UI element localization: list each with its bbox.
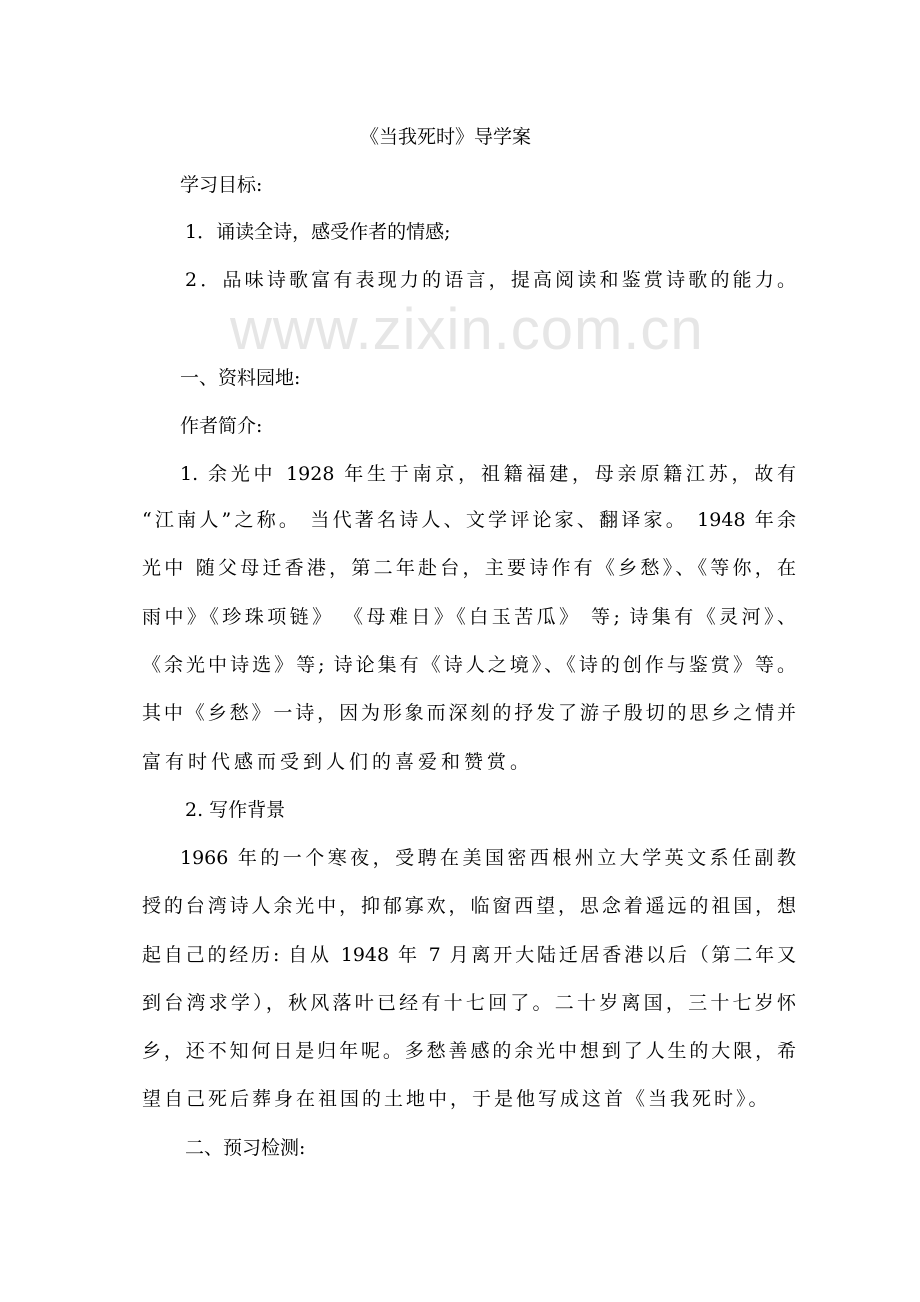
paragraph-line: 1. 余光中 1928 年生于南京，祖籍福建，母亲原籍江苏，故有: [180, 463, 796, 485]
paragraph-line: 授的台湾诗人余光中，抑郁寡欢，临窗西望，思念着遥远的祖国，想: [142, 895, 796, 917]
page-title: 《当我死时》导学案: [360, 126, 532, 148]
objective-item: 2．品味诗歌富有表现力的语言，提高阅读和鉴赏诗歌的能力。: [185, 269, 796, 291]
paragraph-line: 雨中》《珍珠项链》 《母难日》《白玉苦瓜》 等; 诗集有《灵河》、: [142, 606, 796, 628]
objective-item: 1．诵读全诗，感受作者的情感;: [185, 221, 451, 243]
paragraph-line: 起自己的经历: 自从 1948 年 7 月离开大陆迁居香港以后（第二年又: [142, 944, 796, 966]
paragraph-line: 富有时代感而受到人们的喜爱和赞赏。: [142, 751, 534, 773]
subheading: 2. 写作背景: [185, 799, 286, 821]
paragraph-line: 其中《乡愁》一诗，因为形象而深刻的抒发了游子殷切的思乡之情并: [142, 702, 796, 724]
paragraph-line: 光中 随父母迁香港，第二年赴台，主要诗作有《乡愁》、《等你，在: [142, 557, 796, 579]
paragraph-line: 到台湾求学），秋风落叶已经有十七回了。二十岁离国，三十七岁怀: [142, 992, 796, 1014]
section-heading: 一、资料园地:: [180, 367, 301, 389]
subheading: 作者简介:: [180, 415, 263, 437]
watermark: www.zixin.com.cn: [230, 297, 704, 362]
paragraph-line: 乡，还不知何日是归年呢。多愁善感的余光中想到了人生的大限，希: [142, 1040, 796, 1062]
paragraph-line: 1966 年的一个寒夜，受聘在美国密西根州立大学英文系任副教: [180, 847, 796, 869]
paragraph-line: 望自己死后葬身在祖国的土地中，于是他写成这首《当我死时》。: [142, 1088, 771, 1110]
paragraph-line: “江南人”之称。 当代著名诗人、文学评论家、翻译家。 1948 年余: [142, 509, 796, 531]
paragraph-line: 《余光中诗选》等; 诗论集有《诗人之境》、《诗的创作与鉴赏》等。: [142, 654, 796, 676]
section-heading: 二、预习检测:: [185, 1137, 306, 1159]
objectives-heading: 学习目标:: [180, 174, 263, 196]
